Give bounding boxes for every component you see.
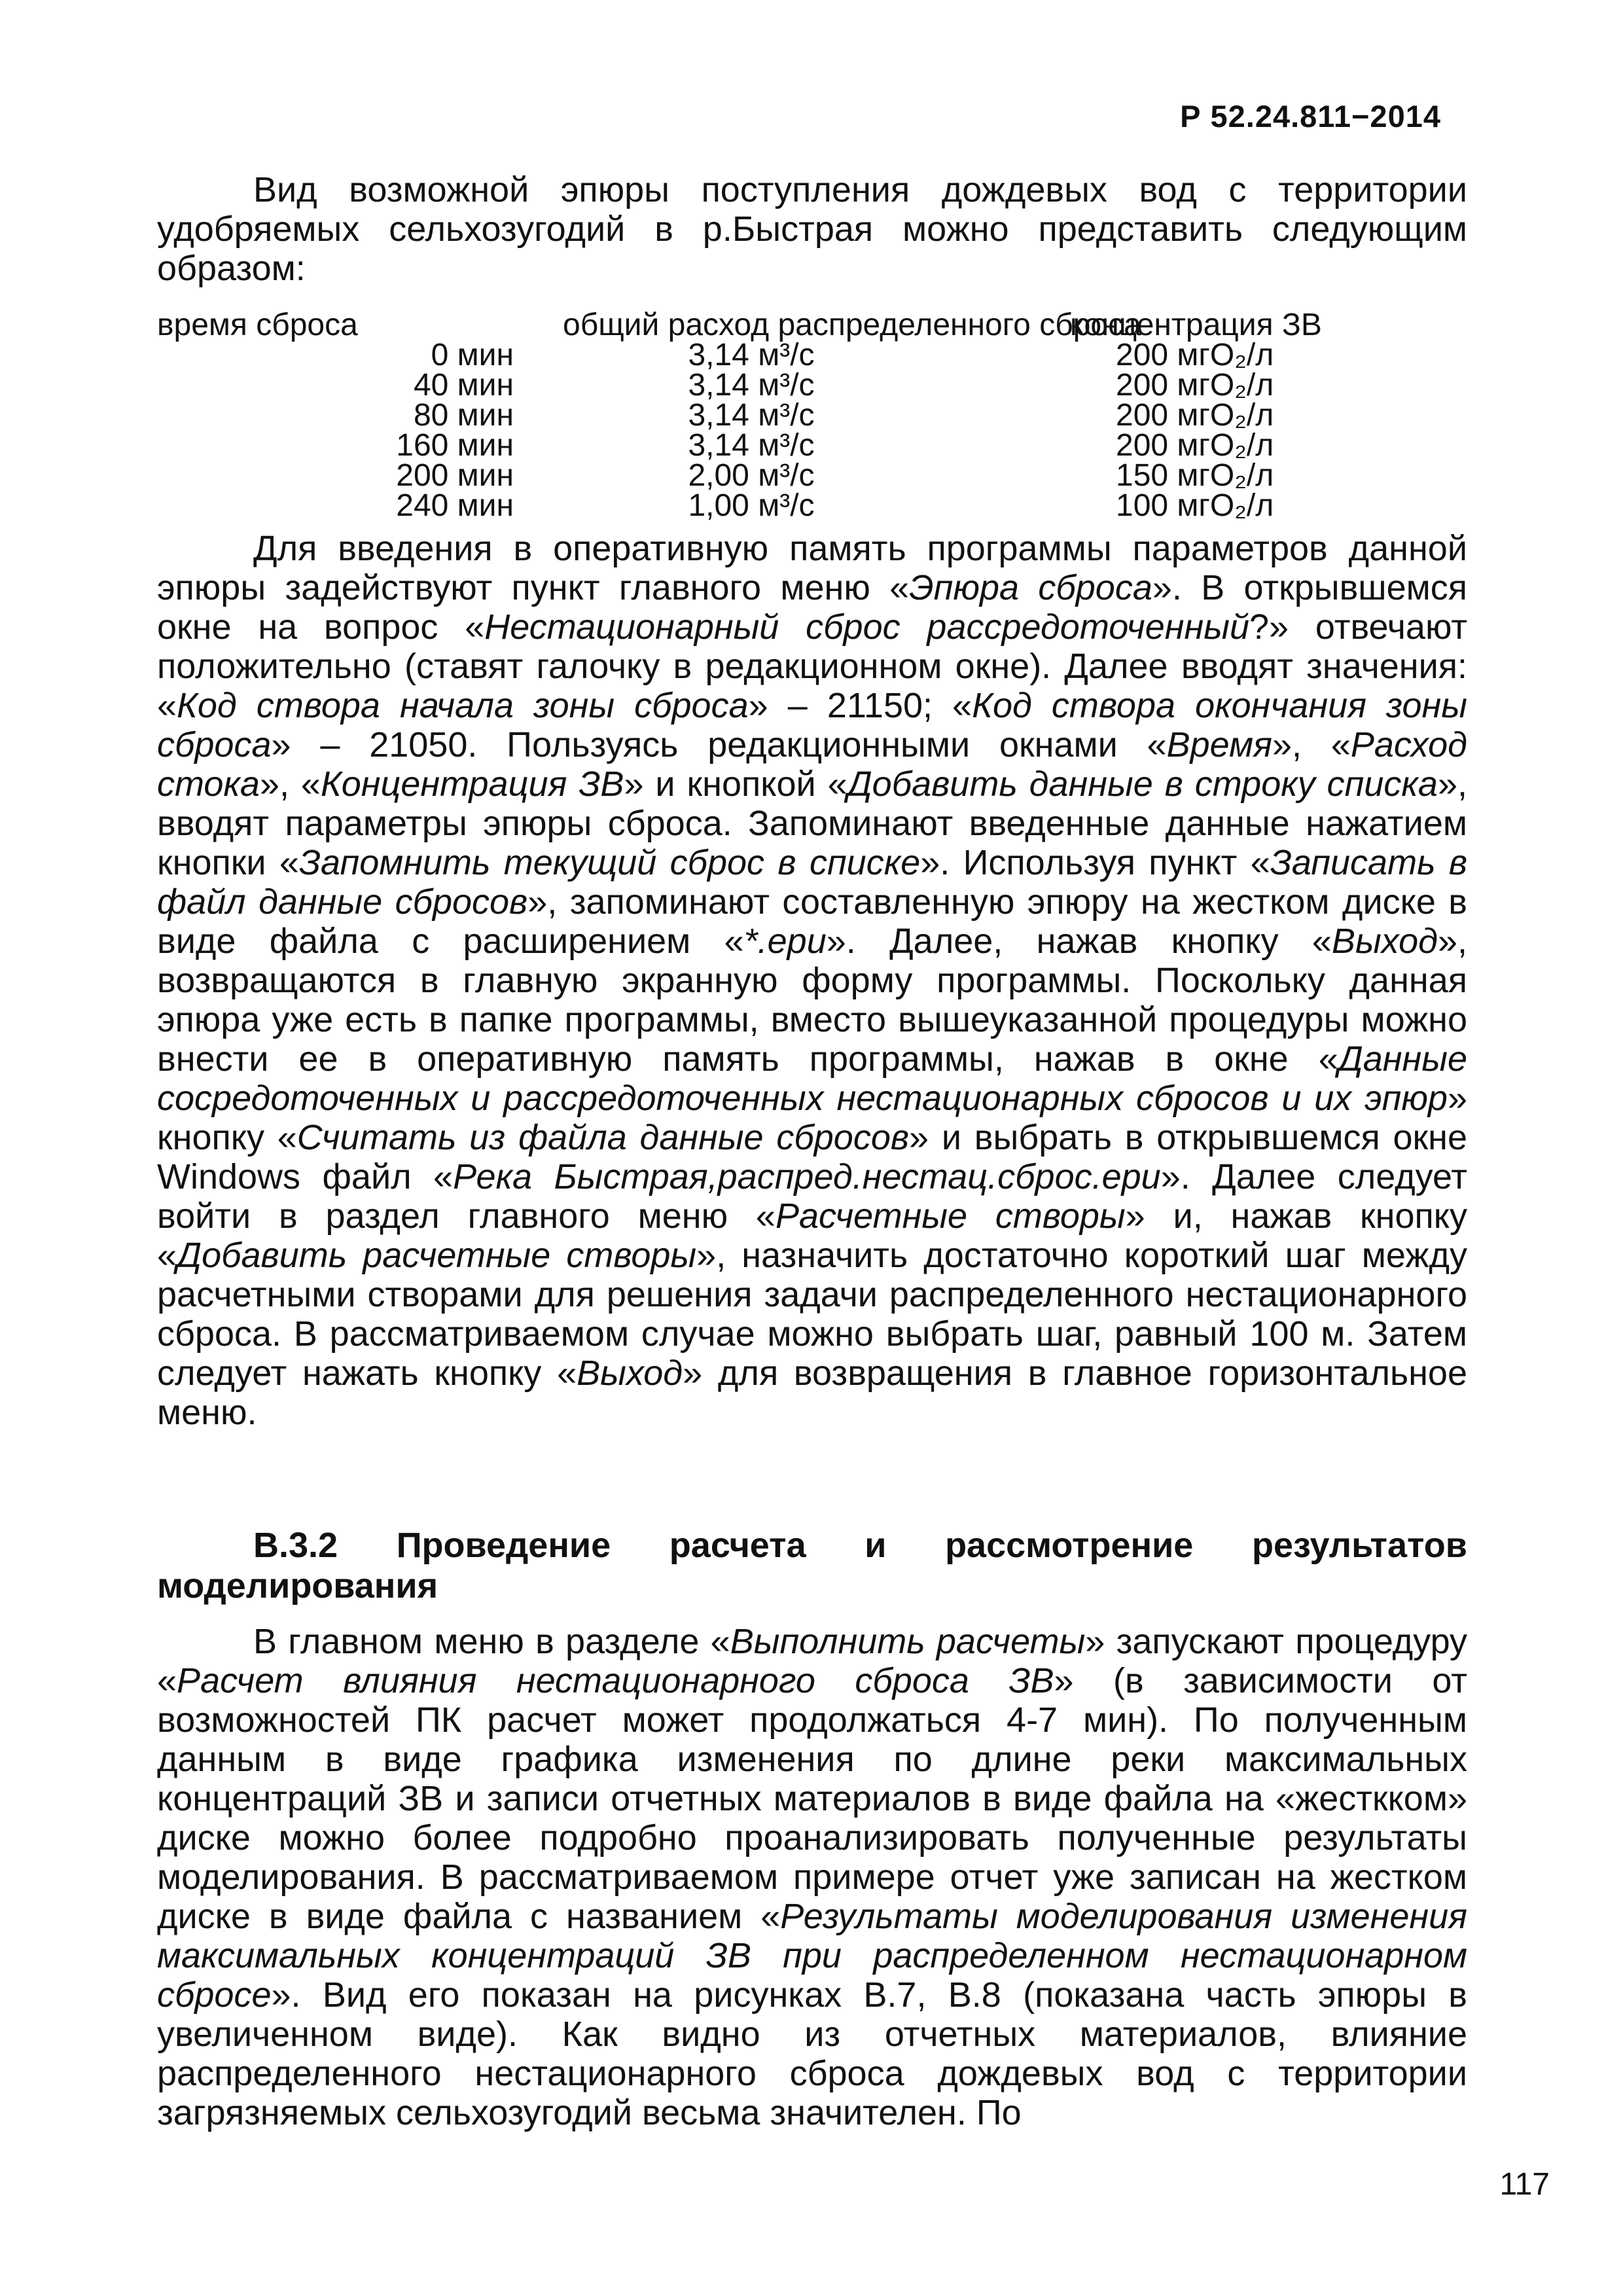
header-time: время сброса	[157, 308, 358, 342]
button-reference: Запомнить текущий сброс в списке	[298, 843, 921, 882]
cell-time: 80 мин	[413, 398, 514, 433]
table-row	[157, 370, 1466, 401]
cell-time: 40 мин	[413, 368, 514, 403]
cell-concentration: 150 мгО₂/л	[1116, 458, 1274, 493]
cell-concentration: 200 мгО₂/л	[1116, 338, 1274, 372]
table-row	[157, 398, 1466, 433]
cell-time: 160 мин	[396, 428, 514, 463]
discharge-table	[157, 310, 1466, 521]
document-code: Р 52.24.811−2014	[1180, 99, 1441, 134]
text-run: ?» отвечают положительно (ставят галочку в редакционном окне). Далее вводят значения: «	[157, 607, 1468, 725]
button-reference: Добавить расчетные створы	[177, 1236, 697, 1275]
section-heading-line	[157, 1525, 1467, 1566]
text-run: », запоминают составленную эпюру на жестком диске в виде файла с расширением «	[157, 882, 1467, 961]
section-heading	[157, 1525, 1467, 1606]
text-run: » для возвращения в главное горизонтальное меню.	[157, 1354, 1467, 1432]
menu-item-reference: Выполнить расчеты	[730, 1622, 1086, 1661]
cell-concentration: 200 мгО₂/л	[1116, 428, 1274, 463]
cell-flow: 2,00 м³/с	[688, 458, 815, 493]
text-run: » и, нажав кнопку «	[157, 1196, 1468, 1275]
field-reference: Расход стока	[157, 725, 1467, 804]
window-reference: Данные сосредоточенных и рассредоточенных нестационарных сбросов и их эпюр	[157, 1039, 1467, 1118]
button-reference: Выход	[1331, 922, 1438, 961]
cell-time: 240 мин	[396, 488, 514, 523]
text-run: ». Далее, нажав кнопку «	[826, 922, 1332, 961]
instructions-paragraph	[157, 529, 1467, 1432]
file-name-reference: Река Быстрая,распред.нестац.сброс.epu	[453, 1157, 1161, 1196]
cell-time: 0 мин	[431, 338, 514, 372]
menu-item-reference: Записать в файл данные сбросов	[157, 843, 1468, 922]
field-reference: Время	[1166, 725, 1272, 764]
cell-concentration: 100 мгО₂/л	[1116, 488, 1274, 523]
cell-concentration: 200 мгО₂/л	[1116, 398, 1274, 433]
text-run: » и кнопкой «	[624, 764, 847, 804]
table-row	[157, 458, 1466, 493]
section-word: результатов	[1251, 1526, 1467, 1565]
intro-paragraph: Вид возможной эпюры поступления дождевых вод с территории удобряемых сельхозугодий в р.Быстрая можно представить следующим образом:	[157, 170, 1467, 288]
file-extension-reference: *.epu	[743, 922, 827, 961]
table-row	[157, 340, 1466, 370]
button-reference: Добавить данные в строку списка	[847, 764, 1438, 804]
text-run: » запускают процедуру «	[157, 1622, 1467, 1700]
page-number: 117	[1499, 2167, 1550, 2202]
file-name-reference: Результаты моделирования изменения максимальных концентраций ЗВ при распределенном нестационарном сбросе	[157, 1897, 1467, 2015]
field-reference: Концентрация ЗВ	[320, 764, 624, 804]
text-run: », «	[259, 764, 321, 804]
section-word: рассмотрение	[945, 1526, 1194, 1565]
results-paragraph	[157, 1622, 1467, 2132]
section-heading-line2: моделирования	[157, 1566, 438, 1605]
header-flow: общий расход распределенного сброса	[563, 308, 1141, 342]
text-run: ». Вид его показан на рисунках В.7, В.8 (показана часть эпюры в увеличенном виде). Как видно из отчетных материалов, влияние распределенного нестационарного сброса дождевых вод с территории загрязняемых сельхозугодий весьма значителен. По	[157, 1975, 1467, 2132]
text-run: В главном меню в разделе «	[253, 1622, 730, 1661]
text-run: », назначить достаточно короткий шаг между расчетными створами для решения задачи распределенного нестационарного сброса. В рассматриваемом случае можно выбрать шаг, равный 100 м. Затем следует нажать кнопку «	[157, 1236, 1467, 1393]
cell-time: 200 мин	[396, 458, 514, 493]
text-run: ». Далее следует войти в раздел главного меню «	[157, 1157, 1467, 1236]
cell-flow: 3,14 м³/с	[688, 428, 815, 463]
text-run: ». Используя пункт «	[920, 843, 1270, 882]
cell-flow: 3,14 м³/с	[688, 368, 815, 403]
cell-flow: 3,14 м³/с	[688, 338, 815, 372]
section-word: расчета	[669, 1526, 806, 1565]
field-reference: Код створа начала зоны сброса	[177, 686, 749, 725]
text-run: », вводят параметры эпюры сброса. Запоминают введенные данные нажатием кнопки «	[157, 764, 1467, 882]
table-row	[157, 428, 1466, 463]
cell-concentration: 200 мгО₂/л	[1116, 368, 1274, 403]
section-word: Проведение	[396, 1526, 611, 1565]
text-run: Для введения в оперативную память программы параметров данной эпюры задействуют пункт главного меню «	[157, 529, 1467, 607]
cell-flow: 1,00 м³/с	[688, 488, 815, 523]
button-reference: Выход	[577, 1354, 683, 1393]
table-header-row	[157, 310, 1466, 340]
cell-flow: 3,14 м³/с	[688, 398, 815, 433]
text-run: » кнопку «	[157, 1079, 1467, 1157]
menu-item-reference: Эпюра сброса	[909, 568, 1152, 607]
text-run: » – 21150; «	[748, 686, 972, 725]
text-run: », возвращаются в главную экранную форму программы. Поскольку данная эпюра уже есть в папке программы, вместо вышеуказанной процедуры можно внести ее в оперативную память программы, нажав в окне «	[157, 922, 1467, 1079]
dialog-question-reference: Нестационарный сброс рассредоточенный	[484, 607, 1249, 647]
section-number: В.3.2	[253, 1526, 338, 1565]
header-concentration: концентрация ЗВ	[1070, 308, 1322, 342]
table-row	[157, 488, 1466, 523]
text-run: ». В открывшемся окне на вопрос «	[157, 568, 1468, 647]
text-run: » – 21050. Пользуясь редакционными окнами «	[271, 725, 1167, 764]
text-run: » (в зависимости от возможностей ПК расчет может продолжаться 4-7 мин). По полученным данным в виде графика изменения по длине реки максимальных концентраций ЗВ и записи отчетных материалов в виде файла на «жесткком» диске можно более подробно проанализировать полученные результаты моделирования. В рассматриваемом примере отчет уже записан на жестком диске в виде файла с названием «	[157, 1661, 1467, 1936]
field-reference: Код створа окончания зоны сброса	[157, 686, 1468, 764]
section-word: и	[865, 1526, 887, 1565]
text-run: », «	[1272, 725, 1351, 764]
menu-item-reference: Расчетные створы	[775, 1196, 1126, 1236]
procedure-reference: Расчет влияния нестационарного сброса ЗВ	[177, 1661, 1054, 1700]
button-reference: Считать из файла данные сбросов	[296, 1118, 910, 1157]
text-run: » и выбрать в открывшемся окне Windows файл «	[157, 1118, 1467, 1196]
